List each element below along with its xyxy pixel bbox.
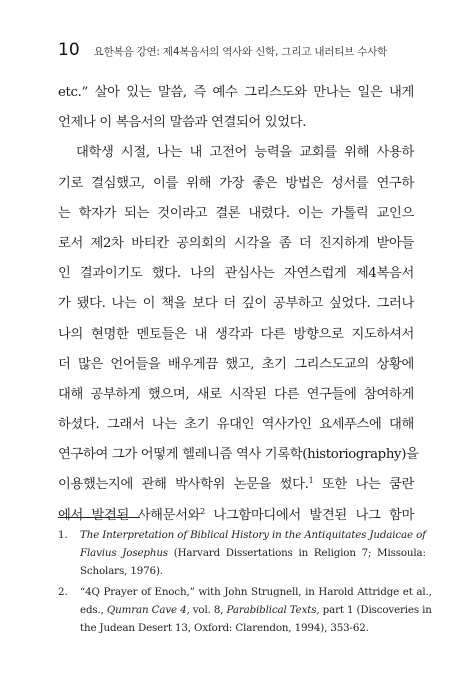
body-line-1: etc.” 살아 있는 말씀, 즉 예수 그리스도와 만나는 일은 내게 bbox=[58, 85, 414, 100]
footnote-2-book: Qumran Cave 4, bbox=[106, 604, 190, 617]
footnote-2 bbox=[58, 584, 432, 637]
body-line-14-a: 이용했는지에 관해 박사학위 논문을 썼다. bbox=[58, 477, 309, 493]
footnote-2-sub: Parabiblical Texts, bbox=[226, 604, 320, 617]
footnote-2-line-3: the Judean Desert 13, Oxford: Clarendon, 1994), 353-62. bbox=[80, 621, 369, 634]
footnote-2-line-1: “4Q Prayer of Enoch,” with John Strugnell, in Harold Attridge et al., bbox=[80, 586, 432, 599]
body-line-10: 더 많은 언어들을 배우게끔 했고, 초기 그리스도교의 상황에 bbox=[58, 356, 414, 372]
page-number: 10 bbox=[58, 40, 80, 60]
body-line-15-b: 나그함마디에서 발견된 나그 함마 bbox=[213, 507, 414, 523]
footnote-1-rest: (Harvard Dissertations in Religion 7; Missoula: bbox=[173, 546, 426, 559]
body-line-15-a: 에서 발견된 사해문서와 bbox=[58, 507, 201, 523]
body-line-13: 연구하여 그가 어떻게 헬레니즘 역사 기록학(historiography)을 bbox=[58, 447, 419, 463]
footnote-2-vol: vol. 8, bbox=[192, 604, 224, 617]
body-line-6: 로서 제2차 바티칸 공의회의 시각을 좀 더 진지하게 받아들 bbox=[58, 235, 414, 251]
footnote-ref-1: 1 bbox=[308, 476, 314, 486]
body-line-5: 는 학자가 되는 것이라고 결론 내렸다. 이는 가톨릭 교인으 bbox=[58, 205, 414, 221]
footnote-number: 2. bbox=[58, 586, 68, 599]
body-line-12: 하셨다. 그래서 나는 초기 유대인 역사가인 요세푸스에 대해 bbox=[58, 417, 414, 433]
footnote-rule bbox=[58, 517, 140, 518]
page-header bbox=[58, 40, 387, 62]
footnote-2-part: part 1 (Discoveries in bbox=[322, 604, 432, 617]
body-line-4: 기로 결심했고, 이를 위해 가장 좋은 방법은 성서를 연구하 bbox=[58, 175, 414, 191]
footnote-ref-2: 2 bbox=[200, 506, 205, 516]
body-line-7: 인 결과이기도 했다. 나의 관심사는 자연스럽게 제4복음서 bbox=[58, 266, 414, 282]
footnote-number: 1. bbox=[58, 529, 68, 541]
body-line-3: 대학생 시절, 나는 내 고전어 능력을 교회를 위해 사용하 bbox=[76, 145, 414, 161]
footnote-1-title-b: Flavius Josephus bbox=[80, 546, 168, 559]
footnote-1-title-a: The Interpretation of Biblical History in the Antiquitates Judaicae of bbox=[80, 529, 426, 541]
body-line-2: 언제나 이 복음서의 말씀과 연결되어 있었다. bbox=[58, 115, 307, 131]
running-head: 요한복음 강연: 제4복음서의 역사와 신학, 그리고 내러티브 수사학 bbox=[93, 46, 388, 58]
body-line-14-b: 또한 나는 쿰란 bbox=[321, 477, 414, 493]
body-text bbox=[58, 78, 419, 531]
body-line-8: 가 됐다. 나는 이 책을 보다 더 깊이 공부하고 싶었다. 그러나 bbox=[58, 296, 414, 312]
footnotes bbox=[58, 527, 432, 642]
footnote-1-line-3: Scholars, 1976). bbox=[80, 564, 163, 577]
footnote-1 bbox=[58, 527, 426, 580]
body-line-9: 나의 현명한 멘토들은 내 생각과 다른 방향으로 지도하셔서 bbox=[58, 326, 414, 342]
body-line-14 bbox=[58, 470, 414, 500]
footnote-2-eds: eds., bbox=[80, 604, 104, 617]
body-line-11: 대해 공부하게 했으며, 새로 시작된 다른 연구들에 참여하게 bbox=[58, 386, 414, 402]
